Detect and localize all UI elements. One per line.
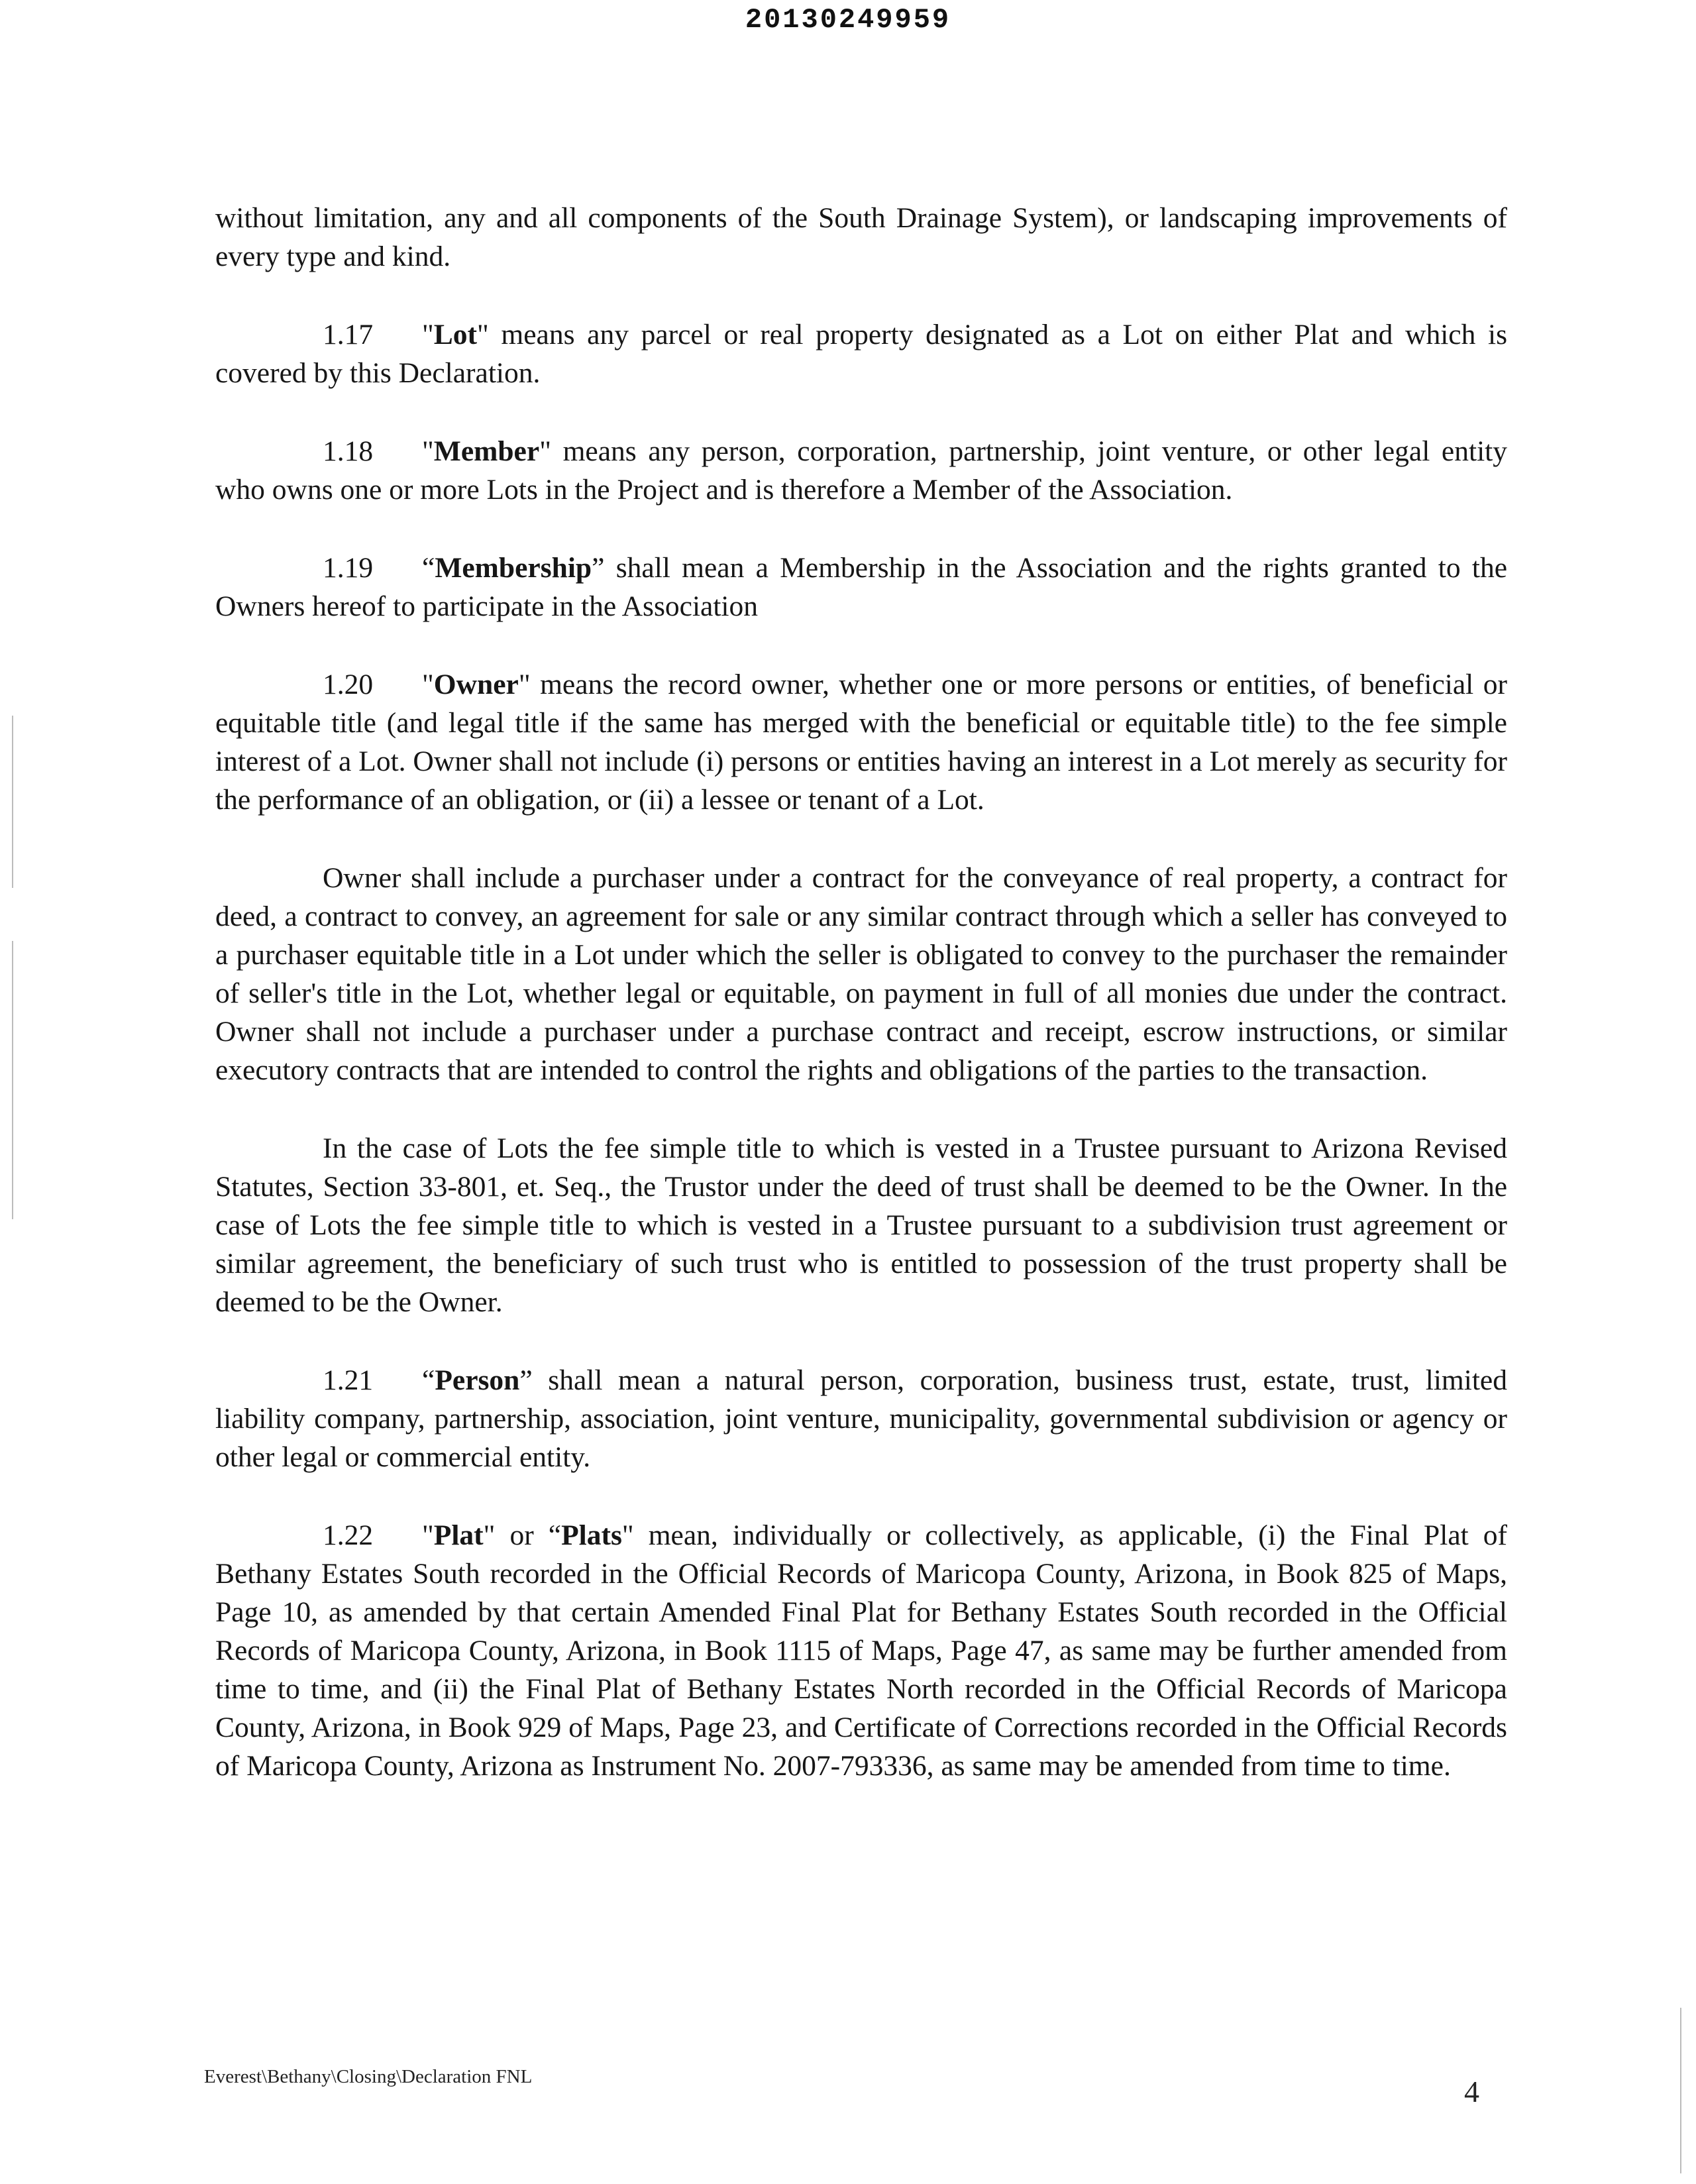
page-number: 4 — [1464, 2075, 1479, 2108]
definition-text: means any parcel or real property designated as a Lot on either Plat and which is covered by this Declaration. — [215, 319, 1507, 389]
scan-artifact-left — [12, 716, 13, 888]
recording-number: 20130249959 — [745, 4, 951, 36]
owner-paragraph-purchaser: Owner shall include a purchaser under a contract for the conveyance of real property, a contract for deed, a contract to convey, an agreement for sale or any similar contract through which a seller has conveyed to a purchaser equitable title in a Lot under which the seller is obligated to convey to the purchaser the remainder of seller's title in the Lot, whether legal or equitable, on payment in full of all monies due under the contract. Owner shall not include a purchaser under a purchase contract and receipt, escrow instructions, or similar executory contracts that are intended to control the rights and obligations of the parties to the transaction. — [215, 862, 1507, 1086]
document-body — [215, 199, 1507, 1785]
section-1-17-lot: 1.17 "Lot" means any parcel or real property designated as a Lot on either Plat and which is covered by this Declaration. — [215, 315, 1507, 392]
section-1-20-owner: 1.20 "Owner" means the record owner, whether one or more persons or entities, of beneficial or equitable title (and legal title if the same has merged with the beneficial or equitable title) to the fee simple interest of a Lot. Owner shall not include (i) persons or entities having an interest in a Lot merely as security for the performance of an obligation, or (ii) a lessee or tenant of a Lot. — [215, 665, 1507, 819]
defined-term: Member — [433, 435, 540, 467]
scan-artifact-left-2 — [12, 941, 13, 1219]
section-number: 1.19 — [323, 552, 374, 584]
section-number: 1.20 — [323, 669, 374, 700]
section-1-18-member: 1.18 "Member" means any person, corporation, partnership, joint venture, or other legal entity who owns one or more Lots in the Project and is therefore a Member of the Association. — [215, 432, 1507, 509]
section-number: 1.18 — [323, 435, 374, 467]
section-1-19-membership: 1.19 “Membership” shall mean a Membership in the Association and the rights granted to the Owners hereof to participate in the Association — [215, 549, 1507, 626]
term-connector: or — [495, 1519, 549, 1551]
defined-term: Membership — [435, 552, 592, 584]
definition-text: means any person, corporation, partnership, joint venture, or other legal entity who owns one or more Lots in the Project and is therefore a Member of the Association. — [215, 435, 1507, 506]
intro-paragraph: without limitation, any and all components of the South Drainage System), or landscaping improvements of every type and kind. — [215, 202, 1507, 272]
definition-text: means the record owner, whether one or more persons or entities, of beneficial or equitable title (and legal title if the same has merged with the beneficial or equitable title) to the fee simple interest of a Lot. Owner shall not include (i) persons or entities having an interest in a Lot merely as security for the performance of an obligation, or (ii) a lessee or tenant of a Lot. — [215, 669, 1507, 816]
defined-term: Person — [435, 1364, 520, 1396]
owner-paragraph-trustee: In the case of Lots the fee simple title to which is vested in a Trustee pursuant to Arizona Revised Statutes, Section 33-801, et. Seq., the Trustor under the deed of trust shall be deemed to be the Owner. In the case of Lots the fee simple title to which is vested in a Trustee pursuant to a subdivision trust agreement or similar agreement, the beneficiary of such trust who is entitled to possession of the trust property shall be deemed to be the Owner. — [215, 1132, 1507, 1318]
scan-artifact-right — [1680, 2008, 1681, 2173]
definition-text: mean, individually or collectively, as applicable, (i) the Final Plat of Bethany Estates South recorded in the Official Records of Maricopa County, Arizona, in Book 825 of Maps, Page 10, as amended by that certain Amended Final Plat for Bethany Estates South recorded in the Official Records of Maricopa County, Arizona, in Book 1115 of Maps, Page 47, as same may be further amended from time to time, and (ii) the Final Plat of Bethany Estates North recorded in the Official Records of Maricopa County, Arizona, in Book 929 of Maps, Page 23, and Certificate of Corrections recorded in the Official Records of Maricopa County, Arizona as Instrument No. 2007-793336, as same may be amended from time to time. — [215, 1519, 1507, 1782]
defined-term-plural: Plats — [561, 1519, 622, 1551]
section-1-22-plat: 1.22 "Plat" or “Plats" mean, individually or collectively, as applicable, (i) the Final Plat of Bethany Estates South recorded in the Official Records of Maricopa County, Arizona, in Book 825 of Maps, Page 10, as amended by that certain Amended Final Plat for Bethany Estates South recorded in the Official Records of Maricopa County, Arizona, in Book 1115 of Maps, Page 47, as same may be further amended from time to time, and (ii) the Final Plat of Bethany Estates North recorded in the Official Records of Maricopa County, Arizona, in Book 929 of Maps, Page 23, and Certificate of Corrections recorded in the Official Records of Maricopa County, Arizona as Instrument No. 2007-793336, as same may be amended from time to time. — [215, 1516, 1507, 1785]
definition-text: shall mean a natural person, corporation, business trust, estate, trust, limited liability company, partnership, association, joint venture, municipality, governmental subdivision or agency or other legal or commercial entity. — [215, 1364, 1507, 1473]
defined-term: Lot — [433, 319, 478, 351]
footer-file-path: Everest\Bethany\Closing\Declaration FNL — [204, 2066, 533, 2087]
section-number: 1.22 — [323, 1519, 374, 1551]
section-number: 1.17 — [323, 319, 374, 351]
section-1-21-person: 1.21 “Person” shall mean a natural person, corporation, business trust, estate, trust, limited liability company, partnership, association, joint venture, municipality, governmental subdivision or agency or other legal or commercial entity. — [215, 1361, 1507, 1476]
section-number: 1.21 — [323, 1364, 374, 1396]
defined-term: Plat — [433, 1519, 484, 1551]
defined-term: Owner — [433, 669, 519, 700]
definition-text: shall mean a Membership in the Association and the rights granted to the Owners hereof to participate in the Association — [215, 552, 1507, 622]
